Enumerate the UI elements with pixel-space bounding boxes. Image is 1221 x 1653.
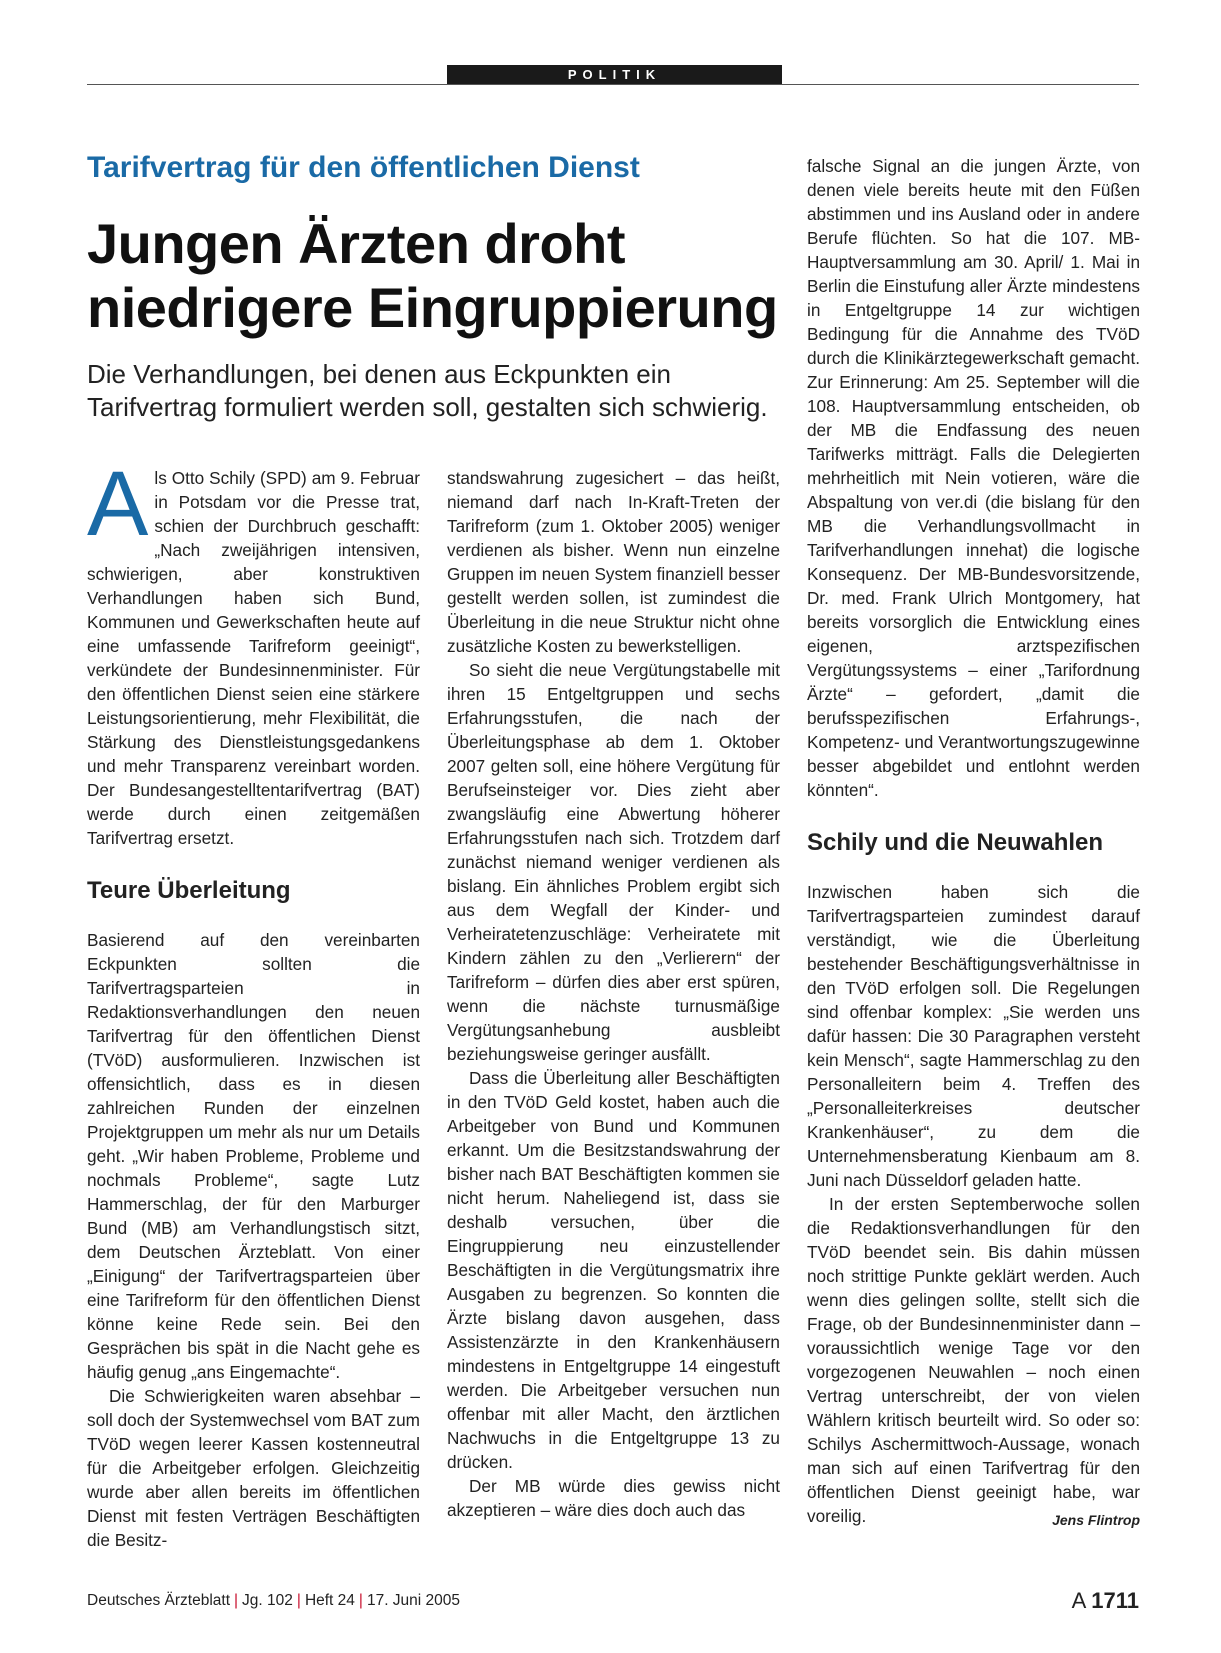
paragraph-text: In der ersten Septemberwoche sollen die Redaktionsverhandlungen für den TVöD beendet sein. Bis dahin müssen noch strittige Punkte geklärt werden. Auch wenn dies gelingen sollte, stellt sich die Frage, ob der Bundesinnenminister dann – voraussichtlich wenige Tage vor den vorgezogenen Neuwahlen – noch einen Vertrag unterschreibt, der von vielen Wählern kritisch beurteilt wird. So oder so: Schilys Aschermittwoch-Aussage, wonach man sich auf einen Tarifvertrag für den öffentlichen Dienst geeinigt habe, war voreilig. (807, 1194, 1140, 1526)
volume: Jg. 102 (242, 1592, 293, 1609)
page-footer (87, 1588, 1139, 1614)
drop-cap: A (87, 453, 149, 555)
article-column-3 (807, 154, 1140, 1554)
lead-paragraph: Die Verhandlungen, bei denen aus Eckpunkten ein Tarifvertrag formuliert werden soll, gestalten sich schwierig. (87, 359, 768, 422)
paragraph: Dass die Überleitung aller Beschäftigten in den TVöD Geld kostet, haben auch die Arbeitgeber von Bund und Kommunen erkannt. Um die Besitzstandswahrung der bisher nach BAT Beschäftigten kommen sie nicht herum. Naheliegend ist, dass sie deshalb versuchen, über die Eingruppierung neu einzustellender Beschäftigten in die Vergütungsmatrix ihre Ausgaben zu begrenzen. So konnten die Ärzte bislang davon ausgehen, dass Assistenzärzte in den Krankenhäusern mindestens in Entgeltgruppe 14 eingestuft werden. Die Arbeitgeber versuchen nun offenbar mit aller Macht, den ärztlichen Nachwuchs in die Entgeltgruppe 13 zu drücken. (447, 1068, 780, 1472)
paragraph: falsche Signal an die jungen Ärzte, von denen viele bereits heute mit den Füßen abstimmen und ins Ausland oder in andere Berufe flüchten. So hat die 107. MB-Hauptversammlung am 30. April/ 1. Mai in Berlin die Einstufung aller Ärzte mindestens in Entgeltgruppe 14 zur wichtigen Bedingung für die Annahme des TVöD durch die Klinikärztegewerkschaft gemacht. Zur Erinnerung: Am 25. September will die 108. Hauptversammlung entscheiden, ob der MB die Endfassung des neuen Tarifwerks mitträgt. Falls die Delegierten mehrheitlich mit Nein votieren, wäre die Abspaltung von ver.di (die bislang für den MB die Verhandlungsvollmacht in Tarifverhandlungen innehat) die logische Konsequenz. Der MB-Bundesvorsitzende, Dr. med. Frank Ulrich Montgomery, hat bereits vorsorglich die Entwicklung eines eigenen, arztspezifischen Vergütungssystems – einer „Tarifordnung Ärzte“ – gefordert, „damit die berufsspezifischen Erfahrungs-, Kompetenz- und Verantwortungszugewinne besser abgebildet und entlohnt werden könnten“. (807, 156, 1140, 800)
paragraph: So sieht die neue Vergütungstabelle mit ihren 15 Entgeltgruppen und sechs Erfahrungsstufen, die nach der Überleitungsphase ab dem 1. Oktober 2007 gelten soll, eine höhere Vergütung für Berufseinsteiger vor. Dies zieht aber zwangsläufig eine Abwertung höherer Erfahrungsstufen nach sich. Trotzdem darf zunächst niemand weniger verdienen als bislang. Ein ähnliches Problem ergibt sich aus dem Wegfall der Kinder- und Verheiratetenzuschläge: Verheiratete mit Kindern zählen zu den „Verlierern“ der Tarifreform – dürfen dies aber erst spüren, wenn die nächste turnusmäßige Vergütungsanhebung ausbleibt beziehungsweise geringer ausfällt. (447, 660, 780, 1064)
paragraph-text: ls Otto Schily (SPD) am 9. Februar in Potsdam vor die Presse trat, schien der Durchbruch geschafft: „Nach zweijährigen intensiven, schwierigen, aber konstruktiven Verhandlungen haben sich Bund, Kommunen und Gewerkschaften heute auf eine umfassende Tarifreform geeinigt“, verkündete der Bundesinnenminister. Für den öffentlichen Dienst seien eine stärkere Leistungsorientierung, mehr Flexibilität, die Stärkung des Dienstleistungsgedankens und mehr Transparenz vereinbart worden. Der Bundesangestelltentarifvertrag (BAT) werde durch einen zeitgemäßen Tarifvertrag ersetzt. (87, 468, 420, 848)
author-byline: Jens Flintrop (1052, 1512, 1140, 1528)
paragraph (807, 1192, 1140, 1528)
headline: Jungen Ärzten droht niedrigere Eingruppierung (87, 212, 778, 339)
page-prefix: A (1071, 1588, 1086, 1613)
separator: | (296, 1592, 301, 1609)
article-column-2 (447, 466, 780, 1556)
separator: | (358, 1592, 363, 1609)
article-column-1 (87, 453, 420, 1556)
subheading: Teure Überleitung (87, 877, 291, 904)
issue: Heft 24 (304, 1592, 355, 1609)
paragraph: Der MB würde dies gewiss nicht akzeptieren – wäre dies doch auch das (447, 1476, 780, 1520)
paragraph: standswahrung zugesichert – das heißt, niemand darf nach In-Kraft-Treten der Tarifreform (zum 1. Oktober 2005) weniger verdienen als bisher. Wenn nun einzelne Gruppen im neuen System finanziell besser gestellt werden sollen, ist zumindest die Überleitung in die neue Struktur nicht ohne zusätzliche Kosten zu bewerkstelligen. (447, 468, 780, 656)
header-rule (87, 84, 1139, 85)
section-label: POLITIK (447, 65, 782, 85)
page-number (1072, 1588, 1139, 1614)
kicker: Tarifvertrag für den öffentlichen Dienst (87, 151, 640, 184)
paragraph: Inzwischen haben sich die Tarifvertragsparteien zumindest darauf verständigt, wie die Überleitung bestehender Beschäftigungsverhältnisse in den TVöD erfolgen soll. Die Regelungen sind offenbar komplex: „Sie werden uns dafür hassen: Die 30 Paragraphen versteht kein Mensch“, sagte Hammerschlag zu den Personalleitern beim 4. Treffen des „Personalleiterkreises deutscher Krankenhäuser“, zu dem die Unternehmensberatung Kienbaum am 8. Juni nach Düsseldorf geladen hatte. (807, 882, 1140, 1190)
page-number-value: 1711 (1091, 1588, 1139, 1613)
issue-date: 17. Juni 2005 (366, 1592, 461, 1609)
subheading: Schily und die Neuwahlen (807, 829, 1104, 856)
paragraph (87, 453, 420, 850)
paragraph: Basierend auf den vereinbarten Eckpunkten sollten die Tarifvertragsparteien in Redaktionsverhandlungen den neuen Tarifvertrag für den öffentlichen Dienst (TVöD) ausformulieren. Inzwischen ist offensichtlich, dass es in diesen zahlreichen Runden der einzelnen Projektgruppen um mehr als nur um Details geht. „Wir haben Probleme, Probleme und nochmals Probleme“, sagte Lutz Hammerschlag, der für den Marburger Bund (MB) am Verhandlungstisch sitzt, dem Deutschen Ärzteblatt. Von einer „Einigung“ der Tarifvertragsparteien über eine Tarifreform für den öffentlichen Dienst könne keine Rede sein. Bei den Gesprächen bis spät in die Nacht gehe es häufig genug „ans Eingemachte“. (87, 930, 420, 1382)
footer-citation (87, 1592, 460, 1610)
paragraph: Die Schwierigkeiten waren absehbar – soll doch der Systemwechsel vom BAT zum TVöD wegen leerer Kassen kostenneutral für die Arbeitgeber erfolgen. Gleichzeitig wurde aber allen bereits im öffentlichen Dienst mit festen Verträgen Beschäftigten die Besitz- (87, 1386, 420, 1550)
separator: | (234, 1592, 239, 1609)
journal-name: Deutsches Ärzteblatt (87, 1592, 231, 1609)
